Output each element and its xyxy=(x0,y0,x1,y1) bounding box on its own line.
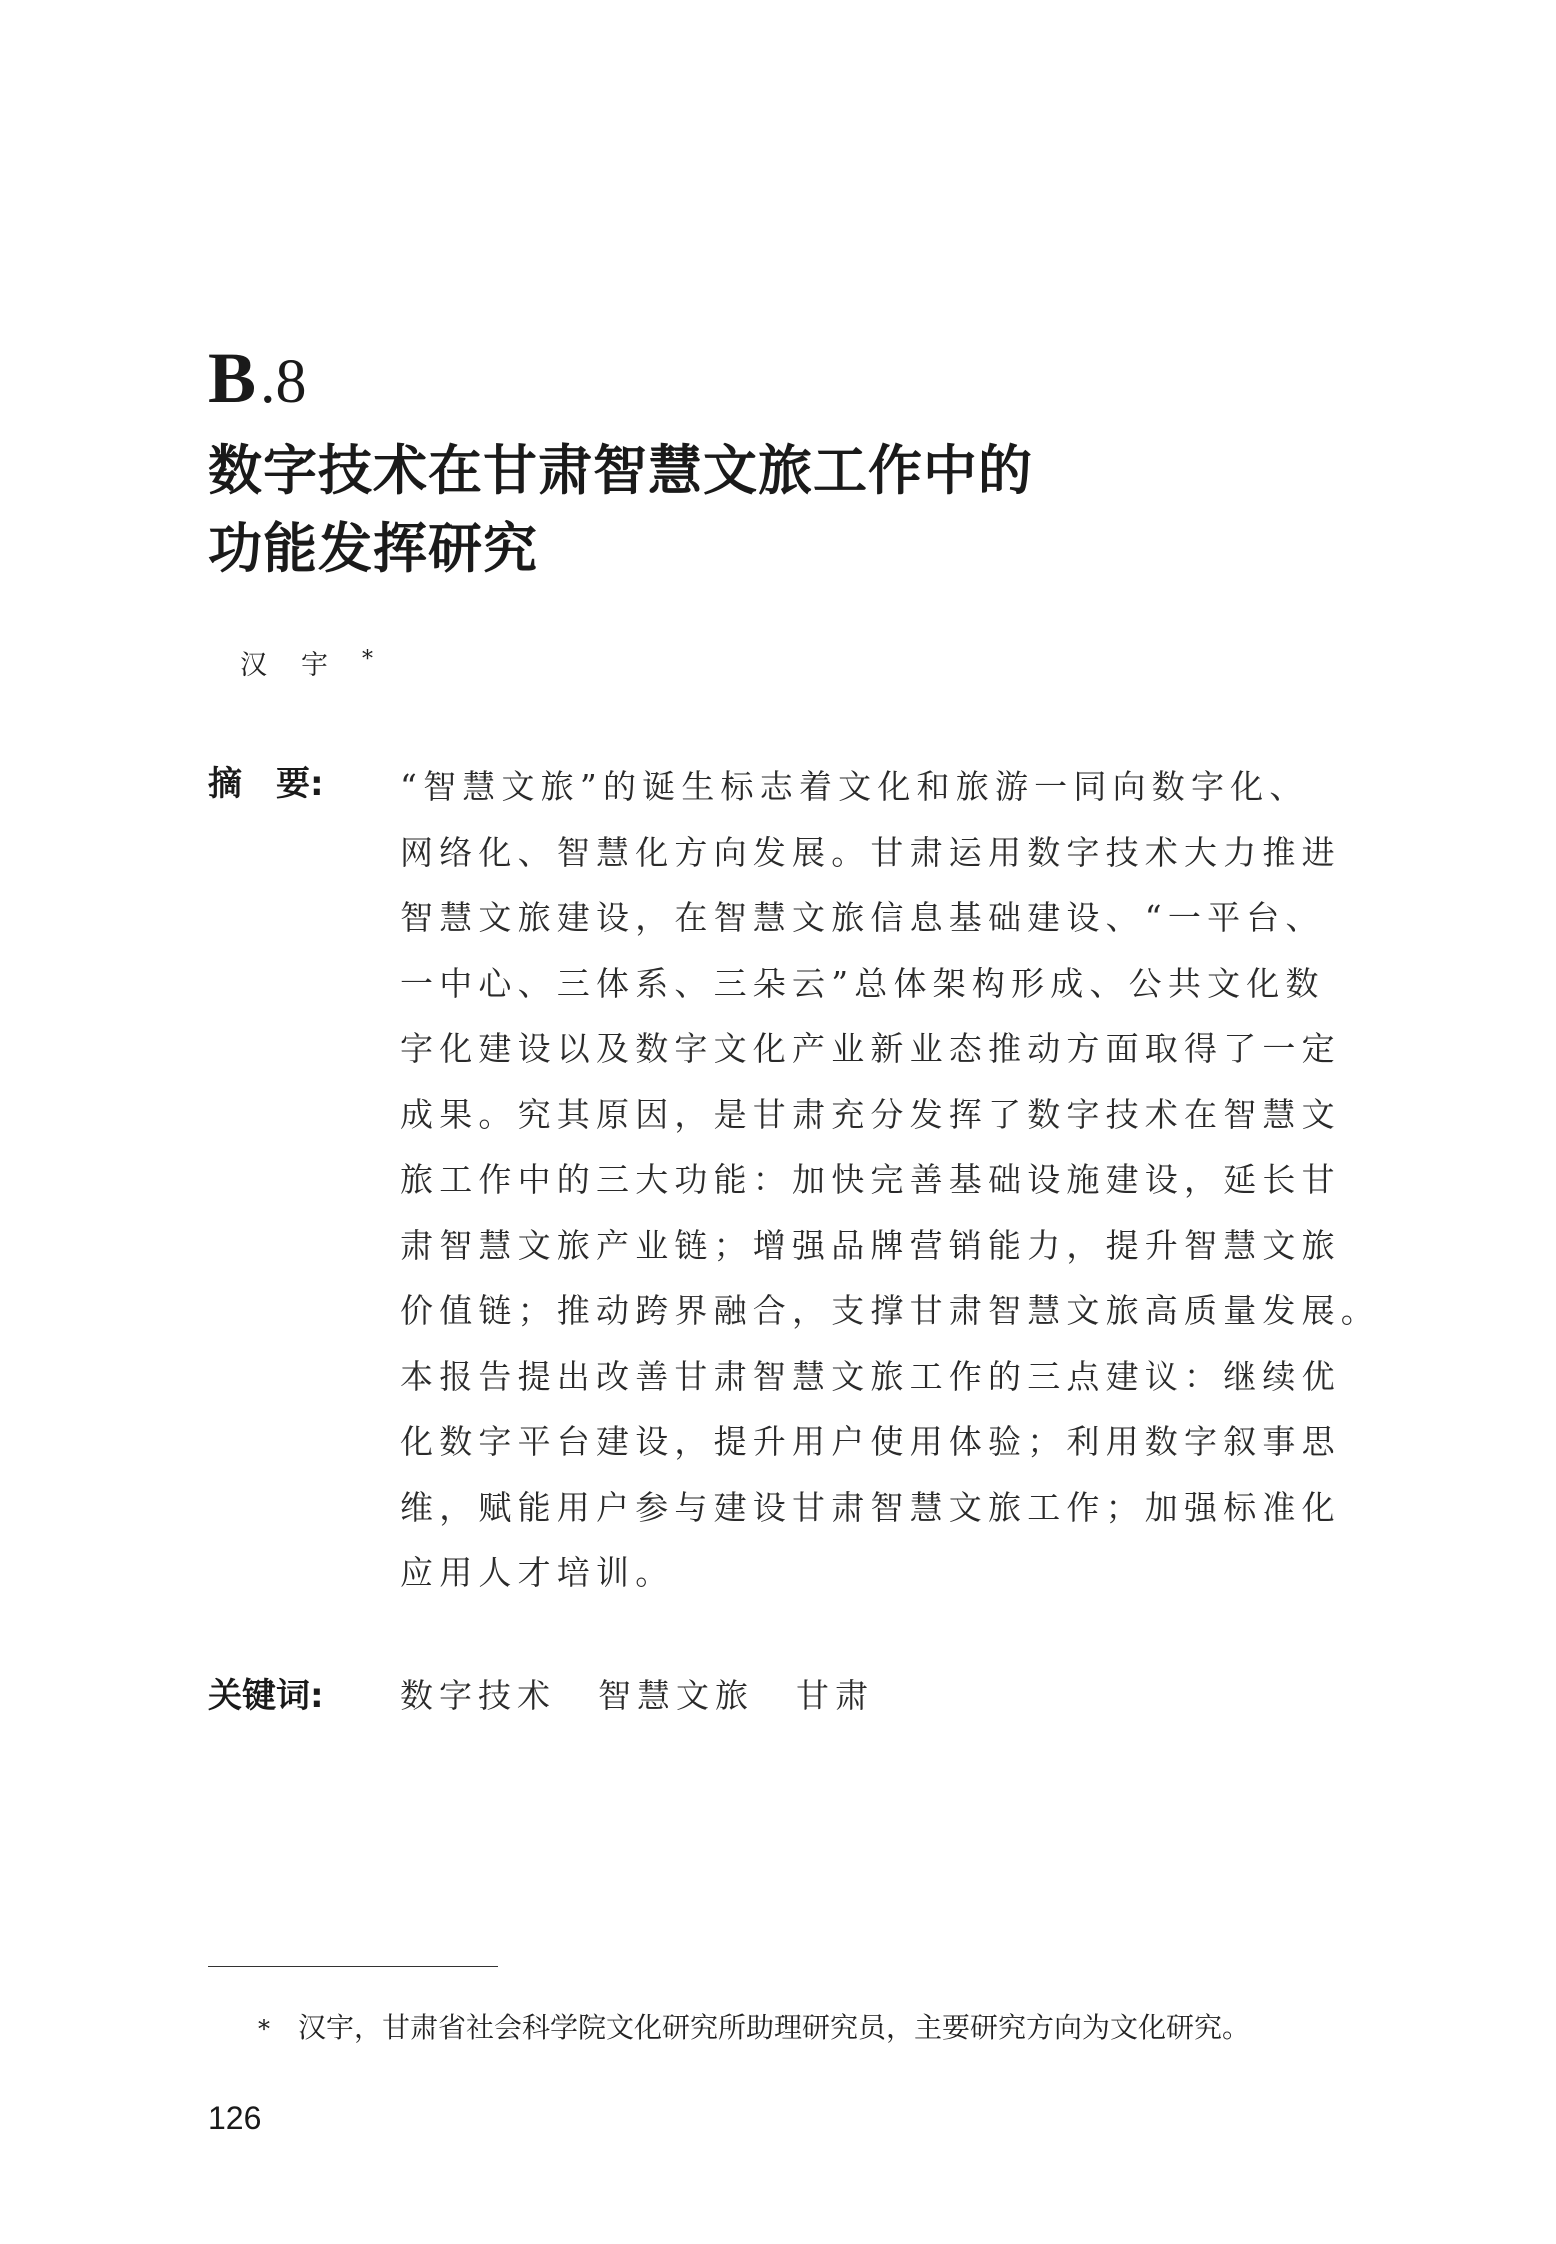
footnote-mark: * xyxy=(258,2015,270,2043)
page-number: 126 xyxy=(208,2100,262,2136)
title-line-1: 数字技术在甘肃智慧文旅工作中的 xyxy=(208,439,1033,502)
author-line xyxy=(240,640,373,686)
abstract-line: 旅工作中的三大功能：加快完善基础设施建设，延长甘 xyxy=(400,1160,1341,1199)
abstract-text xyxy=(400,754,1380,1606)
title-line-2: 功能发挥研究 xyxy=(208,517,538,580)
chapter-number: .8 xyxy=(260,348,307,416)
abstract-line: 一中心、三体系、三朵云”总体架构形成、公共文化数 xyxy=(400,963,1325,1003)
keywords-label: 关键词: xyxy=(208,1676,324,1716)
abstract-line: 价值链；推动跨界融合，支撑甘肃智慧文旅高质量发展。 xyxy=(400,1291,1380,1330)
footnote-divider xyxy=(208,1966,498,1967)
abstract-line: 维，赋能用户参与建设甘肃智慧文旅工作；加强标准化 xyxy=(400,1487,1341,1527)
author-name: 汉宇 xyxy=(240,650,362,681)
abstract-line: 化数字平台建设，提升用户使用体验；利用数字叙事思 xyxy=(400,1422,1341,1461)
abstract-line: 肃智慧文旅产业链；增强品牌营销能力，提升智慧文旅 xyxy=(400,1225,1341,1265)
abstract-line: 本报告提出改善甘肃智慧文旅工作的三点建议：继续优 xyxy=(400,1356,1341,1396)
keyword: 数字技术 xyxy=(400,1676,556,1715)
author-footnote-mark: * xyxy=(362,647,373,672)
article-title xyxy=(208,432,1358,588)
abstract-line: 智慧文旅建设，在智慧文旅信息基础建设、“一平台、 xyxy=(400,898,1325,937)
chapter-label xyxy=(208,338,307,420)
abstract-line: 网络化、智慧化方向发展。甘肃运用数字技术大力推进 xyxy=(400,832,1341,872)
abstract-line: 字化建设以及数字文化产业新业态推动方面取得了一定 xyxy=(400,1029,1341,1068)
footnote-text: 汉宇，甘肃省社会科学院文化研究所助理研究员，主要研究方向为文化研究。 xyxy=(298,2011,1251,2044)
abstract-line: 成果。究其原因，是甘肃充分发挥了数字技术在智慧文 xyxy=(400,1094,1341,1134)
abstract-label: 摘 要: xyxy=(208,764,324,804)
keyword: 智慧文旅 xyxy=(598,1676,754,1715)
abstract-line: 应用人才培训。 xyxy=(400,1553,675,1592)
keyword: 甘肃 xyxy=(796,1676,874,1715)
keywords-list xyxy=(400,1672,916,1720)
footnote xyxy=(258,2008,1250,2049)
chapter-letter: B xyxy=(208,338,257,418)
abstract-line: “智慧文旅”的诞生标志着文化和旅游一同向数字化、 xyxy=(400,767,1309,806)
